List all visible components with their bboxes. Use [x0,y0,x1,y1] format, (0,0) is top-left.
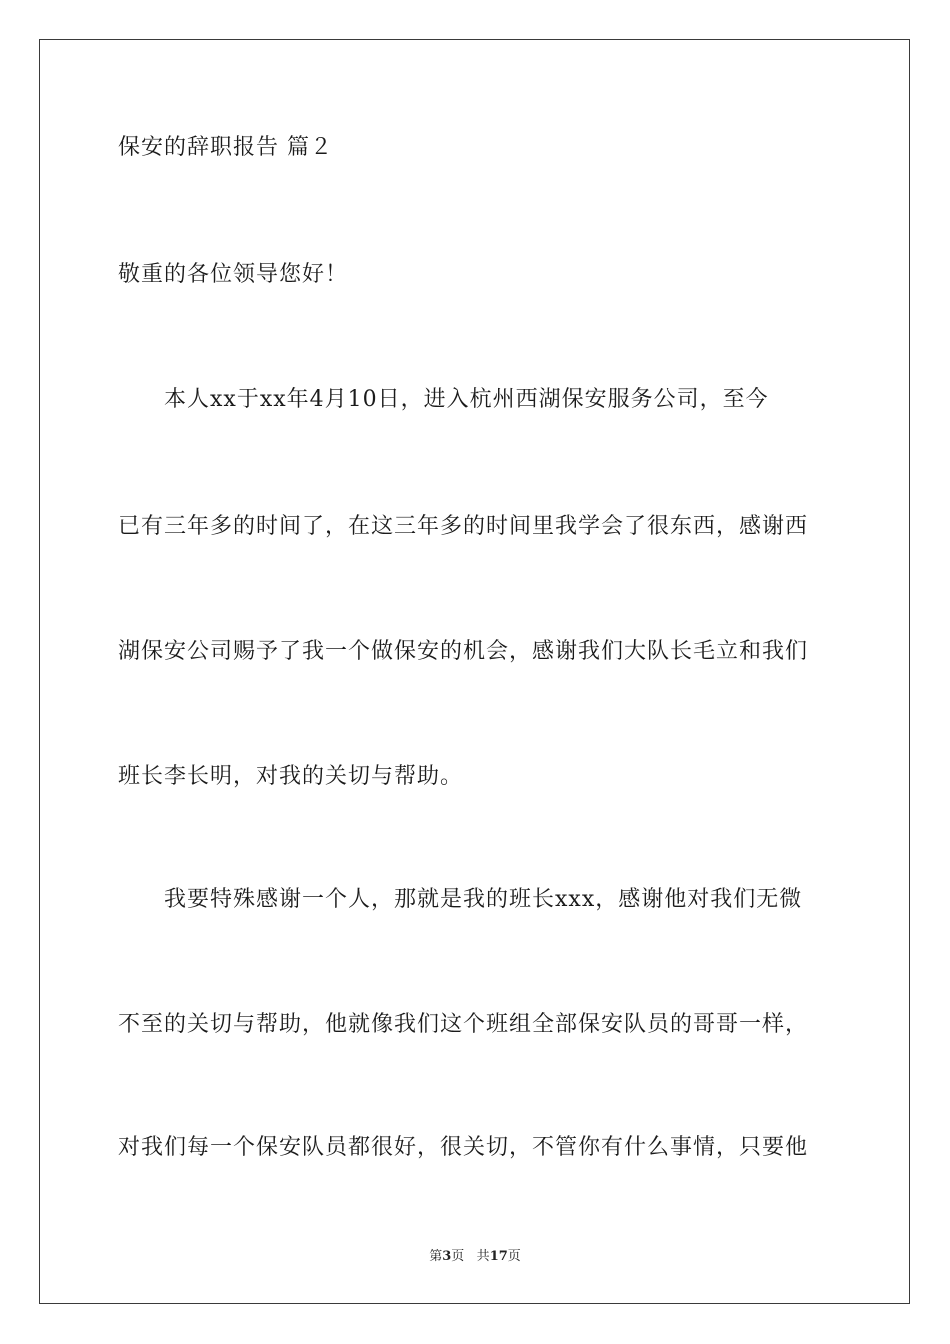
paragraph-line: 湖保安公司赐予了我一个做保安的机会，感谢我们大队长毛立和我们 [118,639,809,664]
page-footer [0,1248,950,1266]
paragraph-line: 班长李长明，对我的关切与帮助。 [118,764,464,789]
page-frame [39,39,910,1304]
paragraph-line: 不至的关切与帮助，他就像我们这个班组全部保安队员的哥哥一样， [118,1012,809,1037]
page-suffix: 页 [451,1249,465,1264]
paragraph-line: 对我们每一个保安队员都很好，很关切，不管你有什么事情，只要他 [118,1135,809,1160]
total-suffix: 页 [507,1249,521,1264]
paragraph-line: 已有三年多的时间了，在这三年多的时间里我学会了很东西，感谢西 [118,514,809,539]
page-prefix: 第 [429,1249,443,1264]
total-prefix: 共 [476,1249,490,1264]
salutation: 敬重的各位领导您好！ [118,262,349,287]
total-pages: 17 [489,1249,508,1264]
paragraph-line: 本人xx于xx年4月10日，进入杭州西湖保安服务公司，至今 [164,387,769,412]
paragraph-line: 我要特殊感谢一个人，那就是我的班长xxx，感谢他对我们无微 [164,887,803,912]
document-heading: 保安的辞职报告 篇２ [118,135,333,160]
page-number: 3 [442,1249,452,1264]
